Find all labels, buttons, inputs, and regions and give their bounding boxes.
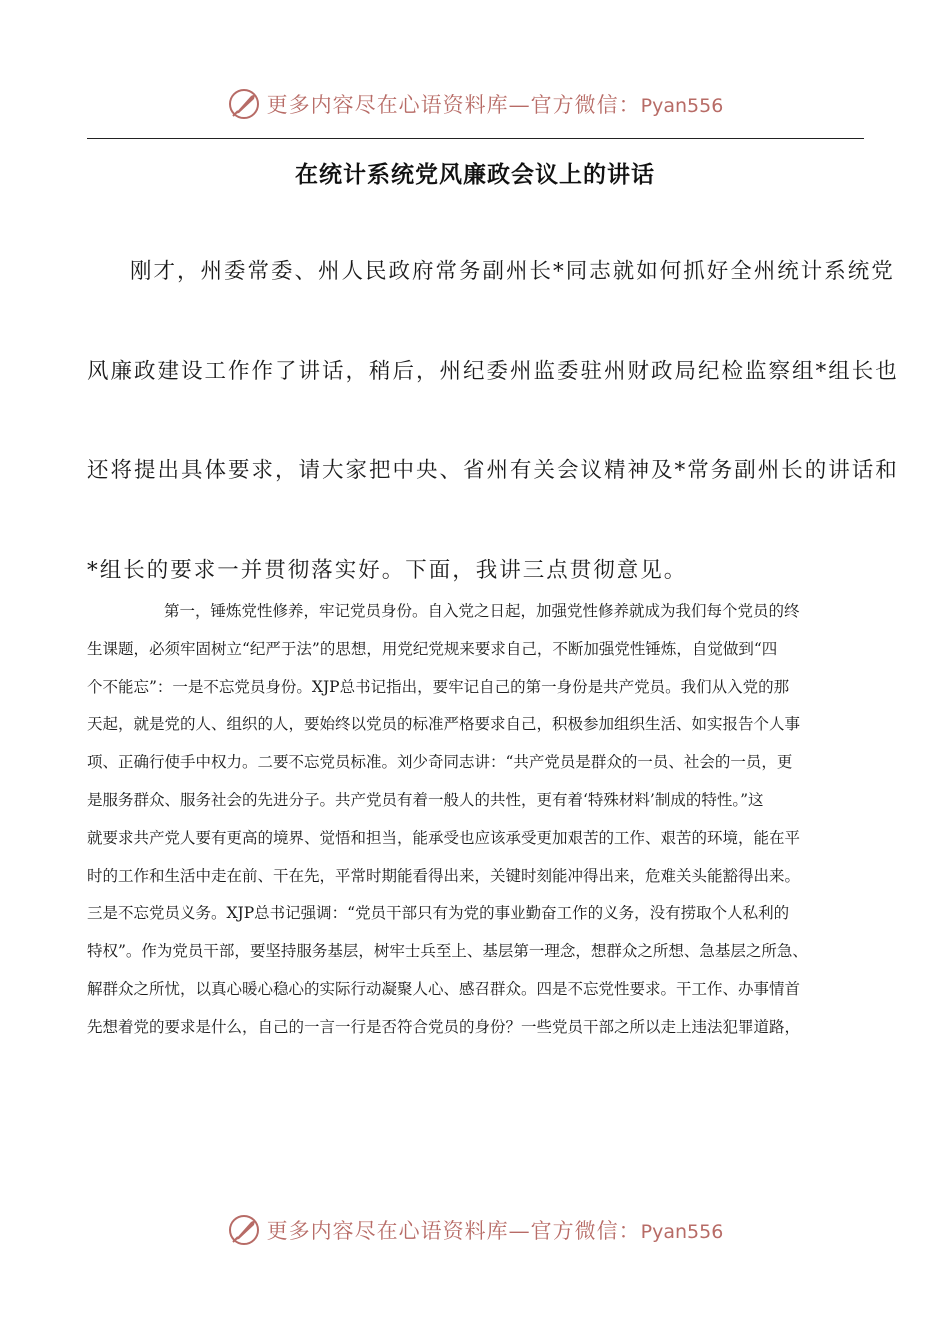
body-line: 特权”。作为党员干部，要坚持服务基层，树牢士兵至上、基层第一理念，想群众之所想、急基层之所急、 xyxy=(87,942,808,961)
body-line: 是服务群众、服务社会的先进分子。共产党员有着一般人的共性，更有着‘特殊材料’制成的特性。”这 xyxy=(87,790,764,809)
lead-line: 风廉政建设工作作了讲话，稍后，州纪委州监委驻州财政局纪检监察组*组长也 xyxy=(87,358,899,384)
body-line: 就要求共产党人要有更高的境界、觉悟和担当，能承受也应该承受更加艰苦的工作、艰苦的环境，能在平 xyxy=(87,828,801,847)
body-line: 先想着党的要求是什么，自己的一言一行是否符合党员的身份？一些党员干部之所以走上违法犯罪道路， xyxy=(87,1017,801,1036)
watermark-text xyxy=(267,1215,724,1245)
lead-line: 刚才，州委常委、州人民政府常务副州长*同志就如何抓好全州统计系统党 xyxy=(130,259,895,284)
body-line: 生课题，必须牢固树立“纪严于法”的思想，用党纪党规来要求自己，不断加强党性锤炼，自觉做到“四 xyxy=(87,639,778,658)
body-line: 解群众之所忧，以真心暖心稳心的实际行动凝聚人心、感召群众。四是不忘党性要求。干工作、办事情首 xyxy=(87,979,801,998)
body-line: 天起，就是党的人、组织的人，要始终以党员的标准严格要求自己，积极参加组织生活、如实报告个人事 xyxy=(87,715,801,734)
lead-paragraph xyxy=(87,222,899,620)
lead-line: 还将提出具体要求，请大家把中央、省州有关会议精神及*常务副州长的讲话和 xyxy=(87,458,899,483)
body-line: 时的工作和生活中走在前、干在先，平常时期能看得出来，关键时刻能冲得出来，危难关头能豁得出来。 xyxy=(87,866,801,885)
watermark-wechat-id: Pyan556 xyxy=(640,1221,724,1243)
lead-line: *组长的要求一并贯彻落实好。下面，我讲三点贯彻意见。 xyxy=(87,557,688,583)
header-watermark xyxy=(0,84,950,124)
watermark-text xyxy=(267,89,724,119)
watermark-cn: 更多内容尽在心语资料库—官方微信： xyxy=(266,1219,641,1243)
body-line: 项、正确行使手中权力。二要不忘党员标准。刘少奇同志讲：“共产党员是群众的一员、社会的一员，更 xyxy=(87,753,793,772)
quill-logo-icon xyxy=(227,87,261,121)
body-line: 第一，锤炼党性修养，牢记党员身份。自入党之日起，加强党性修养就成为我们每个党员的终 xyxy=(164,602,800,620)
watermark-wechat-id: Pyan556 xyxy=(640,95,724,117)
document-title: 在统计系统党风廉政会议上的讲话 xyxy=(295,162,655,188)
body-line: 三是不忘党员义务。XJP总书记强调：“党员干部只有为党的事业勤奋工作的义务，没有捞取个人私利的 xyxy=(87,904,790,923)
quill-logo-icon xyxy=(227,1213,261,1247)
watermark-cn: 更多内容尽在心语资料库—官方微信： xyxy=(266,93,641,117)
body-paragraph xyxy=(87,593,867,1047)
body-line: 个不能忘”：一是不忘党员身份。XJP总书记指出，要牢记自己的第一身份是共产党员。我们从入党的那 xyxy=(87,677,790,696)
header-divider xyxy=(87,138,864,139)
footer-watermark xyxy=(0,1210,950,1250)
